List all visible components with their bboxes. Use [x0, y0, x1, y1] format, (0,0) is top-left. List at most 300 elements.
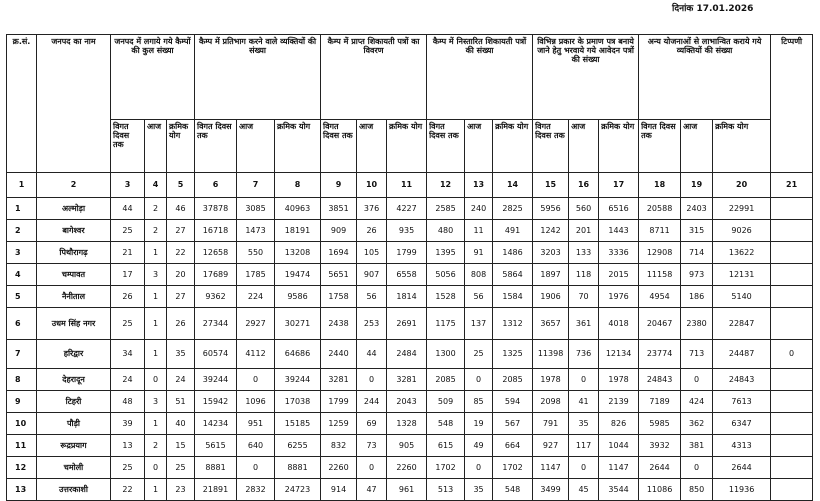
camp-report-table [6, 34, 813, 501]
column-number-row [7, 173, 813, 198]
group-header-row [7, 35, 813, 120]
value-cell: 2260 [387, 457, 427, 479]
column-number-cell: 11 [387, 173, 427, 198]
value-cell: 9362 [195, 286, 237, 308]
column-number-cell: 10 [357, 173, 387, 198]
sub-header-today: आज [357, 120, 387, 173]
report-date: दिनांक 17.01.2026 [672, 4, 754, 14]
value-cell: 1528 [427, 286, 465, 308]
value-cell: 35 [569, 413, 599, 435]
value-cell: 0 [145, 457, 167, 479]
value-cell: 315 [681, 220, 713, 242]
value-cell: 137 [465, 308, 493, 340]
remarks-cell [771, 220, 813, 242]
value-cell: 20467 [639, 308, 681, 340]
remarks-cell [771, 369, 813, 391]
table-row [7, 308, 813, 340]
value-cell: 56 [357, 286, 387, 308]
district-name-cell: उधम सिंह नगर [37, 308, 111, 340]
value-cell: 49 [465, 435, 493, 457]
value-cell: 26 [111, 286, 145, 308]
value-cell: 244 [357, 391, 387, 413]
sub-header-today: आज [681, 120, 713, 173]
sub-header-prev: विगत दिवस तक [533, 120, 569, 173]
value-cell: 24487 [713, 340, 771, 369]
district-name-cell: रूद्रप्रयाग [37, 435, 111, 457]
remarks-cell: 0 [771, 340, 813, 369]
value-cell: 1978 [599, 369, 639, 391]
remarks-cell [771, 435, 813, 457]
value-cell: 3203 [533, 242, 569, 264]
value-cell: 11158 [639, 264, 681, 286]
serial-number-cell: 1 [7, 198, 37, 220]
value-cell: 24843 [639, 369, 681, 391]
value-cell: 15 [167, 435, 195, 457]
value-cell: 12134 [599, 340, 639, 369]
serial-number-cell: 2 [7, 220, 37, 242]
value-cell: 808 [465, 264, 493, 286]
value-cell: 0 [237, 369, 275, 391]
sub-header-prev: विगत दिवस तक [639, 120, 681, 173]
value-cell: 560 [569, 198, 599, 220]
value-cell: 14234 [195, 413, 237, 435]
value-cell: 1 [145, 308, 167, 340]
district-name-cell: अल्मोड़ा [37, 198, 111, 220]
value-cell: 1 [145, 413, 167, 435]
value-cell: 6516 [599, 198, 639, 220]
value-cell: 1976 [599, 286, 639, 308]
table-row [7, 479, 813, 501]
value-cell: 46 [167, 198, 195, 220]
column-number-cell: 13 [465, 173, 493, 198]
value-cell: 2 [145, 198, 167, 220]
value-cell: 11398 [533, 340, 569, 369]
column-number-cell: 19 [681, 173, 713, 198]
header-district-name: जनपद का नाम [37, 35, 111, 173]
value-cell: 2644 [713, 457, 771, 479]
value-cell: 20588 [639, 198, 681, 220]
serial-number-cell: 10 [7, 413, 37, 435]
value-cell: 1300 [427, 340, 465, 369]
value-cell: 550 [237, 242, 275, 264]
value-cell: 24723 [275, 479, 321, 501]
value-cell: 1486 [493, 242, 533, 264]
value-cell: 2644 [639, 457, 681, 479]
value-cell: 951 [237, 413, 275, 435]
value-cell: 64686 [275, 340, 321, 369]
value-cell: 5956 [533, 198, 569, 220]
value-cell: 3544 [599, 479, 639, 501]
value-cell: 615 [427, 435, 465, 457]
value-cell: 2825 [493, 198, 533, 220]
column-number-cell: 15 [533, 173, 569, 198]
value-cell: 2585 [427, 198, 465, 220]
column-number-cell: 7 [237, 173, 275, 198]
table-body [7, 198, 813, 501]
serial-number-cell: 5 [7, 286, 37, 308]
value-cell: 1702 [493, 457, 533, 479]
value-cell: 1147 [599, 457, 639, 479]
value-cell: 47 [357, 479, 387, 501]
district-name-cell: पिथौरागढ़ [37, 242, 111, 264]
value-cell: 25 [111, 220, 145, 242]
value-cell: 909 [321, 220, 357, 242]
header-complaints-resolved: कैम्प में निस्तारित शिकायती पत्रों की संख्या [427, 35, 533, 120]
value-cell: 25 [111, 457, 145, 479]
district-name-cell: देहरादून [37, 369, 111, 391]
value-cell: 4313 [713, 435, 771, 457]
value-cell: 35 [465, 479, 493, 501]
value-cell: 8711 [639, 220, 681, 242]
value-cell: 21 [111, 242, 145, 264]
value-cell: 4227 [387, 198, 427, 220]
value-cell: 23 [167, 479, 195, 501]
value-cell: 186 [681, 286, 713, 308]
value-cell: 13622 [713, 242, 771, 264]
value-cell: 548 [493, 479, 533, 501]
value-cell: 85 [465, 391, 493, 413]
value-cell: 2043 [387, 391, 427, 413]
value-cell: 15942 [195, 391, 237, 413]
value-cell: 26 [167, 308, 195, 340]
value-cell: 18191 [275, 220, 321, 242]
table-row [7, 198, 813, 220]
value-cell: 3 [145, 391, 167, 413]
serial-number-cell: 9 [7, 391, 37, 413]
value-cell: 6255 [275, 435, 321, 457]
value-cell: 22 [111, 479, 145, 501]
table-row [7, 435, 813, 457]
value-cell: 12908 [639, 242, 681, 264]
value-cell: 40963 [275, 198, 321, 220]
value-cell: 35 [167, 340, 195, 369]
column-number-cell: 14 [493, 173, 533, 198]
value-cell: 39244 [275, 369, 321, 391]
value-cell: 1473 [237, 220, 275, 242]
value-cell: 1799 [387, 242, 427, 264]
column-number-cell: 1 [7, 173, 37, 198]
value-cell: 850 [681, 479, 713, 501]
table-row [7, 242, 813, 264]
value-cell: 2691 [387, 308, 427, 340]
column-number-cell: 5 [167, 173, 195, 198]
value-cell: 9026 [713, 220, 771, 242]
column-number-cell: 12 [427, 173, 465, 198]
column-number-cell: 6 [195, 173, 237, 198]
remarks-cell [771, 286, 813, 308]
value-cell: 381 [681, 435, 713, 457]
value-cell: 2484 [387, 340, 427, 369]
value-cell: 22 [167, 242, 195, 264]
value-cell: 1785 [237, 264, 275, 286]
value-cell: 714 [681, 242, 713, 264]
value-cell: 1312 [493, 308, 533, 340]
value-cell: 24 [167, 369, 195, 391]
value-cell: 34 [111, 340, 145, 369]
value-cell: 567 [493, 413, 533, 435]
header-serial: क्र.सं. [7, 35, 37, 173]
value-cell: 20 [167, 264, 195, 286]
value-cell: 56 [465, 286, 493, 308]
column-number-cell: 9 [321, 173, 357, 198]
column-number-cell: 4 [145, 173, 167, 198]
sub-header-cumulative: क्रमिक योग [713, 120, 771, 173]
value-cell: 1906 [533, 286, 569, 308]
header-certificate-applications: विभिन्न प्रकार के प्रमाण पत्र बनाये जाने हेतु भरवाये गये आवेदन पत्रों की संख्या [533, 35, 639, 120]
value-cell: 2438 [321, 308, 357, 340]
serial-number-cell: 4 [7, 264, 37, 286]
value-cell: 0 [357, 369, 387, 391]
value-cell: 791 [533, 413, 569, 435]
value-cell: 133 [569, 242, 599, 264]
value-cell: 0 [465, 457, 493, 479]
value-cell: 7189 [639, 391, 681, 413]
value-cell: 73 [357, 435, 387, 457]
column-number-cell: 2 [37, 173, 111, 198]
value-cell: 3281 [387, 369, 427, 391]
value-cell: 44 [357, 340, 387, 369]
value-cell: 11936 [713, 479, 771, 501]
value-cell: 17 [111, 264, 145, 286]
remarks-cell [771, 198, 813, 220]
value-cell: 0 [357, 457, 387, 479]
column-number-cell: 20 [713, 173, 771, 198]
value-cell: 69 [357, 413, 387, 435]
remarks-cell [771, 391, 813, 413]
value-cell: 27 [167, 220, 195, 242]
table-row [7, 413, 813, 435]
value-cell: 2260 [321, 457, 357, 479]
value-cell: 0 [465, 369, 493, 391]
value-cell: 5651 [321, 264, 357, 286]
value-cell: 424 [681, 391, 713, 413]
value-cell: 1325 [493, 340, 533, 369]
value-cell: 927 [533, 435, 569, 457]
value-cell: 1 [145, 340, 167, 369]
value-cell: 2085 [493, 369, 533, 391]
value-cell: 15185 [275, 413, 321, 435]
value-cell: 45 [569, 479, 599, 501]
value-cell: 1044 [599, 435, 639, 457]
column-number-cell: 3 [111, 173, 145, 198]
value-cell: 118 [569, 264, 599, 286]
value-cell: 907 [357, 264, 387, 286]
district-name-cell: बागेश्वर [37, 220, 111, 242]
header-participants: कैम्प में प्रतिभाग करने वाले व्यक्तियों की संख्या [195, 35, 321, 120]
value-cell: 2098 [533, 391, 569, 413]
value-cell: 1814 [387, 286, 427, 308]
value-cell: 3336 [599, 242, 639, 264]
value-cell: 30271 [275, 308, 321, 340]
value-cell: 39 [111, 413, 145, 435]
value-cell: 5864 [493, 264, 533, 286]
table-row [7, 369, 813, 391]
value-cell: 22847 [713, 308, 771, 340]
value-cell: 1 [145, 242, 167, 264]
value-cell: 39244 [195, 369, 237, 391]
value-cell: 2085 [427, 369, 465, 391]
table-row [7, 391, 813, 413]
value-cell: 240 [465, 198, 493, 220]
district-name-cell: उत्तरकाशी [37, 479, 111, 501]
district-name-cell: टिहरी [37, 391, 111, 413]
value-cell: 3499 [533, 479, 569, 501]
value-cell: 105 [357, 242, 387, 264]
value-cell: 25 [167, 457, 195, 479]
value-cell: 361 [569, 308, 599, 340]
district-name-cell: चमोली [37, 457, 111, 479]
value-cell: 1328 [387, 413, 427, 435]
remarks-cell [771, 264, 813, 286]
value-cell: 2380 [681, 308, 713, 340]
value-cell: 3085 [237, 198, 275, 220]
value-cell: 973 [681, 264, 713, 286]
value-cell: 24 [111, 369, 145, 391]
value-cell: 1799 [321, 391, 357, 413]
value-cell: 1259 [321, 413, 357, 435]
value-cell: 480 [427, 220, 465, 242]
value-cell: 1 [145, 286, 167, 308]
value-cell: 1584 [493, 286, 533, 308]
district-name-cell: हरिद्वार [37, 340, 111, 369]
value-cell: 17689 [195, 264, 237, 286]
value-cell: 0 [681, 369, 713, 391]
value-cell: 2403 [681, 198, 713, 220]
header-remarks: टिप्पणी [771, 35, 813, 173]
sub-header-prev: विगत दिवस तक [427, 120, 465, 173]
column-number-cell: 16 [569, 173, 599, 198]
table-row [7, 286, 813, 308]
sub-header-cumulative: क्रमिक योग [387, 120, 427, 173]
value-cell: 19474 [275, 264, 321, 286]
sub-header-prev: विगत दिवस तक [111, 120, 145, 173]
column-number-cell: 8 [275, 173, 321, 198]
sub-header-today: आज [569, 120, 599, 173]
value-cell: 362 [681, 413, 713, 435]
value-cell: 12658 [195, 242, 237, 264]
value-cell: 13208 [275, 242, 321, 264]
value-cell: 27344 [195, 308, 237, 340]
serial-number-cell: 11 [7, 435, 37, 457]
value-cell: 17038 [275, 391, 321, 413]
value-cell: 713 [681, 340, 713, 369]
sub-header-today: आज [237, 120, 275, 173]
value-cell: 25 [111, 308, 145, 340]
value-cell: 0 [681, 457, 713, 479]
value-cell: 19 [465, 413, 493, 435]
value-cell: 1443 [599, 220, 639, 242]
value-cell: 491 [493, 220, 533, 242]
value-cell: 11 [465, 220, 493, 242]
value-cell: 664 [493, 435, 533, 457]
value-cell: 1978 [533, 369, 569, 391]
value-cell: 935 [387, 220, 427, 242]
value-cell: 1175 [427, 308, 465, 340]
district-name-cell: पौड़ी [37, 413, 111, 435]
remarks-cell [771, 308, 813, 340]
serial-number-cell: 6 [7, 308, 37, 340]
value-cell: 5615 [195, 435, 237, 457]
value-cell: 3932 [639, 435, 681, 457]
value-cell: 0 [569, 457, 599, 479]
remarks-cell [771, 242, 813, 264]
serial-number-cell: 8 [7, 369, 37, 391]
value-cell: 509 [427, 391, 465, 413]
value-cell: 7613 [713, 391, 771, 413]
value-cell: 37878 [195, 198, 237, 220]
value-cell: 832 [321, 435, 357, 457]
value-cell: 51 [167, 391, 195, 413]
serial-number-cell: 12 [7, 457, 37, 479]
value-cell: 16718 [195, 220, 237, 242]
value-cell: 48 [111, 391, 145, 413]
value-cell: 3281 [321, 369, 357, 391]
value-cell: 5985 [639, 413, 681, 435]
value-cell: 2832 [237, 479, 275, 501]
value-cell: 1758 [321, 286, 357, 308]
value-cell: 594 [493, 391, 533, 413]
district-name-cell: नैनीताल [37, 286, 111, 308]
value-cell: 21891 [195, 479, 237, 501]
value-cell: 0 [237, 457, 275, 479]
value-cell: 513 [427, 479, 465, 501]
header-complaints-received: कैम्प में प्राप्त शिकायती पत्रों का विवरण [321, 35, 427, 120]
value-cell: 3 [145, 264, 167, 286]
value-cell: 70 [569, 286, 599, 308]
value-cell: 23774 [639, 340, 681, 369]
remarks-cell [771, 413, 813, 435]
value-cell: 201 [569, 220, 599, 242]
value-cell: 5056 [427, 264, 465, 286]
value-cell: 2440 [321, 340, 357, 369]
value-cell: 4112 [237, 340, 275, 369]
value-cell: 1147 [533, 457, 569, 479]
remarks-cell [771, 457, 813, 479]
value-cell: 1702 [427, 457, 465, 479]
sub-header-prev: विगत दिवस तक [195, 120, 237, 173]
sub-header-cumulative: क्रमिक योग [275, 120, 321, 173]
sub-header-today: आज [465, 120, 493, 173]
value-cell: 4018 [599, 308, 639, 340]
value-cell: 40 [167, 413, 195, 435]
header-total-camps: जनपद में लगाये गये कैम्पों की कुल संख्या [111, 35, 195, 120]
value-cell: 0 [145, 369, 167, 391]
serial-number-cell: 7 [7, 340, 37, 369]
value-cell: 1897 [533, 264, 569, 286]
value-cell: 376 [357, 198, 387, 220]
value-cell: 91 [465, 242, 493, 264]
serial-number-cell: 3 [7, 242, 37, 264]
value-cell: 826 [599, 413, 639, 435]
value-cell: 8881 [195, 457, 237, 479]
value-cell: 3851 [321, 198, 357, 220]
value-cell: 1395 [427, 242, 465, 264]
value-cell: 548 [427, 413, 465, 435]
serial-number-cell: 13 [7, 479, 37, 501]
value-cell: 12131 [713, 264, 771, 286]
district-name-cell: चम्पावत [37, 264, 111, 286]
value-cell: 24843 [713, 369, 771, 391]
header-scheme-beneficiaries: अन्य योजनाओं से लाभान्वित कराये गये व्यक्तियों की संख्या [639, 35, 771, 120]
value-cell: 1096 [237, 391, 275, 413]
remarks-cell [771, 479, 813, 501]
value-cell: 2 [145, 220, 167, 242]
value-cell: 1 [145, 479, 167, 501]
value-cell: 8881 [275, 457, 321, 479]
value-cell: 11086 [639, 479, 681, 501]
value-cell: 1242 [533, 220, 569, 242]
value-cell: 2927 [237, 308, 275, 340]
